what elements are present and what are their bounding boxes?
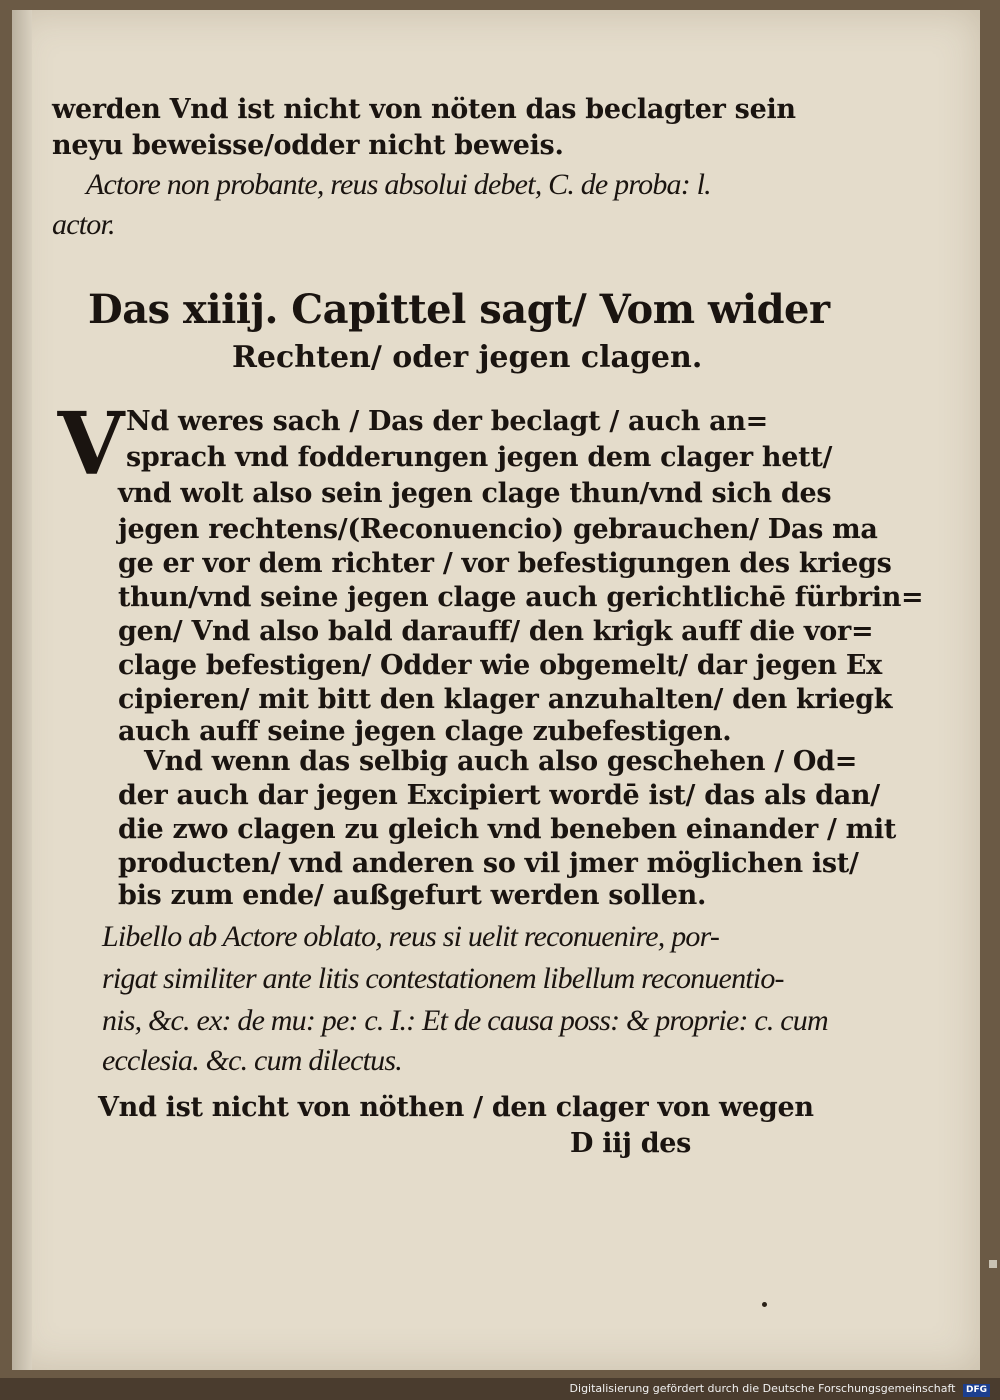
- text-line: Nd weres sach / Das der beclagt / auch an=: [126, 406, 769, 437]
- text-line: werden Vnd ist nicht von nöten das beclagter sein: [52, 94, 796, 125]
- latin-citation-line: Libello ab Actore oblato, reus si uelit reconuenire, por-: [102, 920, 720, 953]
- text-line: producten/ vnd anderen so vil jmer möglichen ist/: [118, 848, 859, 879]
- text-line: auch auff seine jegen clage zubefestigen.: [118, 716, 732, 747]
- text-line: Vnd wenn das selbig auch also geschehen / Od=: [144, 746, 858, 777]
- text-line: sprach vnd fodderungen jegen dem clager hett/: [126, 442, 833, 473]
- scan-edge-mark: [989, 1260, 997, 1268]
- text-line: cipieren/ mit bitt den klager anzuhalten/ den kriegk: [118, 684, 893, 715]
- chapter-heading: Das xiiij. Capittel sagt/ Vom wider: [88, 286, 830, 333]
- text-line: die zwo clagen zu gleich vnd beneben einander / mit: [118, 814, 897, 845]
- text-line: thun/vnd seine jegen clage auch gerichtlichē fürbrin=: [118, 582, 924, 613]
- text-line: bis zum ende/ außgefurt werden sollen.: [118, 880, 707, 911]
- text-line: neyu beweisse/odder nicht beweis.: [52, 130, 564, 161]
- latin-citation-line: actor.: [52, 208, 115, 241]
- text-line: der auch dar jegen Excipiert wordē ist/ das als dan/: [118, 780, 880, 811]
- text-line: gen/ Vnd also bald darauff/ den krigk auff die vor=: [118, 616, 874, 647]
- text-line: jegen rechtens/(Reconuencio) gebrauchen/ Das ma: [118, 514, 878, 545]
- latin-citation-line: rigat similiter ante litis contestationem libellum reconuentio-: [102, 962, 784, 995]
- text-line: ge er vor dem richter / vor befestigungen des kriegs: [118, 548, 892, 579]
- text-line: vnd wolt also sein jegen clage thun/vnd sich des: [118, 478, 832, 509]
- latin-citation-line: ecclesia. &c. cum dilectus.: [102, 1044, 402, 1077]
- chapter-subheading: Rechten/ oder jegen clagen.: [232, 340, 703, 375]
- decorated-initial: V: [57, 394, 125, 495]
- page-speck: [762, 1302, 767, 1307]
- latin-citation-line: nis, &c. ex: de mu: pe: c. I.: Et de causa poss: & proprie: c. cum: [102, 1004, 828, 1037]
- page-gutter: [12, 10, 32, 1370]
- text-line: Vnd ist nicht von nöthen / den clager von wegen: [98, 1092, 814, 1123]
- text-line: clage befestigen/ Odder wie obgemelt/ dar jegen Ex: [118, 650, 882, 681]
- funding-credit-text: Digitalisierung gefördert durch die Deutsche Forschungsgemeinschaft: [569, 1382, 956, 1395]
- signature-catchword: D iij des: [570, 1128, 692, 1159]
- dfg-logo: DFG: [963, 1384, 990, 1397]
- funding-credit: [570, 1380, 990, 1398]
- latin-citation-line: Actore non probante, reus absolui debet, C. de proba: l.: [86, 168, 711, 201]
